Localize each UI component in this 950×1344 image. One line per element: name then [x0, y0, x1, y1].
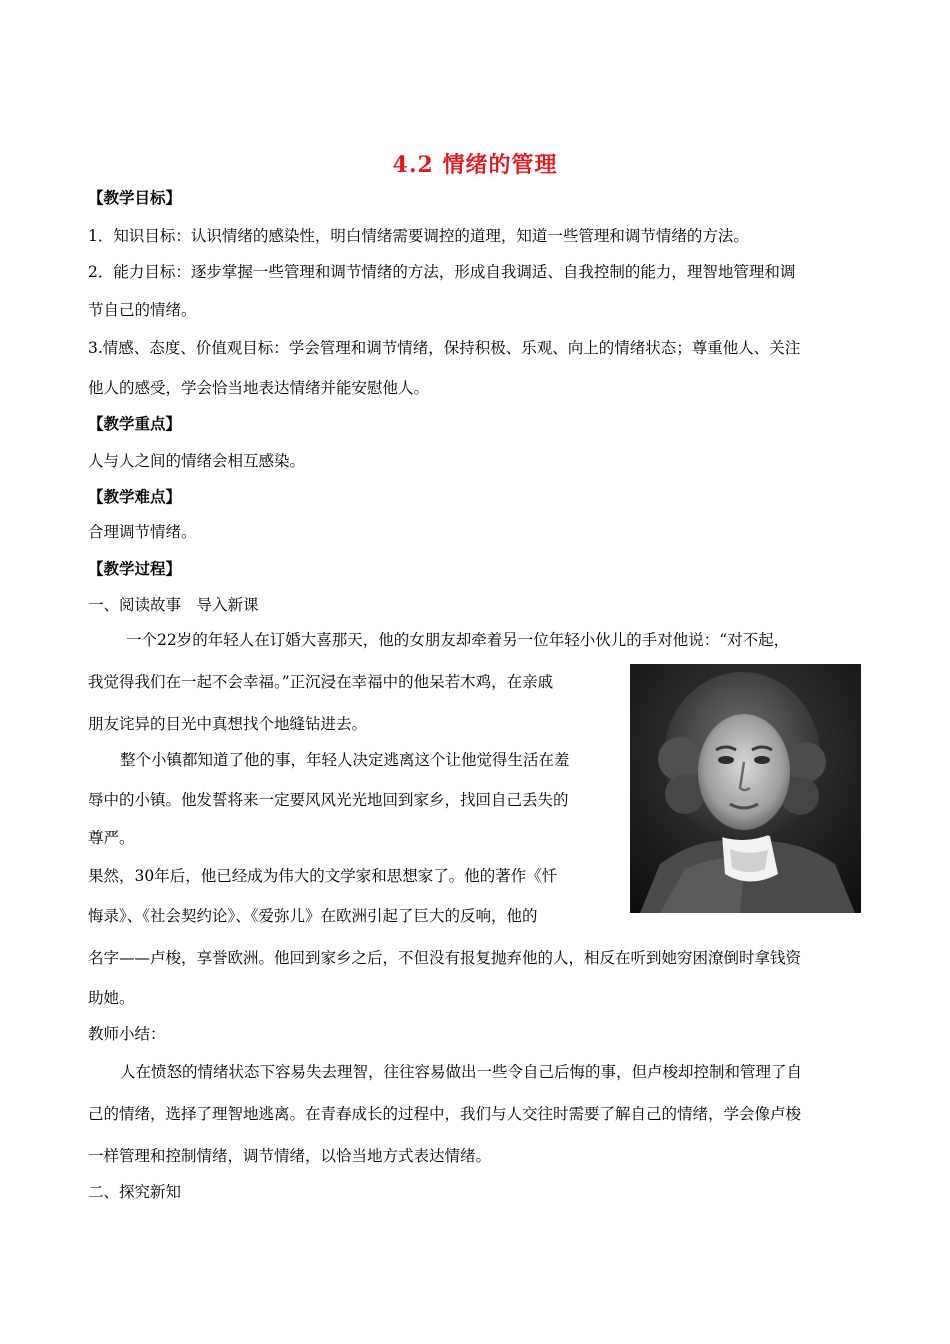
section-1-heading: 一、阅读故事 导入新课 — [88, 596, 259, 614]
summary-line-1: 人在愤怒的情绪状态下容易失去理智，往往容易做出一些令自己后悔的事，但卢梭却控制和管理了自 — [120, 1063, 803, 1081]
difficulty-text: 合理调节情绪。 — [88, 523, 197, 541]
story-paragraph-2-line-1: 整个小镇都知道了他的事，年轻人决定逃离这个让他觉得生活在羞 — [120, 751, 570, 769]
objective-3-line-2: 他人的感受，学会恰当地表达情绪并能安慰他人。 — [88, 379, 430, 397]
rousseau-portrait — [630, 664, 861, 913]
key-point-text: 人与人之间的情绪会相互感染。 — [88, 452, 306, 470]
objectives-header: 【教学目标】 — [88, 188, 182, 207]
story-paragraph-1-line-2: 我觉得我们在一起不会幸福。”正沉浸在幸福中的他呆若木鸡，在亲戚 — [88, 673, 554, 691]
process-header: 【教学过程】 — [88, 559, 182, 578]
story-paragraph-2-line-2: 辱中的小镇。他发誓将来一定要风风光光地回到家乡，找回自己丢失的 — [88, 791, 569, 809]
story-paragraph-1-line-3: 朋友诧异的目光中真想找个地缝钻进去。 — [88, 715, 368, 733]
story-paragraph-3-line-3: 名字——卢梭，享誉欧洲。他回到家乡之后，不但没有报复抛弃他的人，相反在听到她穷困潦倒时拿钱资 — [88, 949, 802, 967]
summary-line-3: 一样管理和控制情绪，调节情绪，以恰当地方式表达情绪。 — [88, 1147, 492, 1165]
section-2-heading: 二、探究新知 — [88, 1183, 182, 1201]
objective-2-line-2: 节自己的情绪。 — [88, 301, 197, 319]
objective-1: 1．知识目标：认识情绪的感染性，明白情绪需要调控的道理，知道一些管理和调节情绪的方法。 — [88, 227, 749, 245]
story-paragraph-2-line-3: 尊严。 — [88, 829, 135, 847]
story-paragraph-1-line-1: 一个22岁的年轻人在订婚大喜那天，他的女朋友却牵着另一位年轻小伙儿的手对他说：“对不起， — [126, 631, 790, 649]
difficulty-header: 【教学难点】 — [88, 487, 182, 506]
summary-line-2: 己的情绪，选择了理智地逃离。在青春成长的过程中，我们与人交往时需要了解自己的情绪，学会像卢梭 — [88, 1105, 802, 1123]
story-paragraph-3-line-4: 助她。 — [88, 989, 135, 1007]
page-title: 4.2 情绪的管理 — [392, 152, 558, 178]
objective-2-line-1: 2．能力目标：逐步掌握一些管理和调节情绪的方法，形成自我调适、自我控制的能力，理智地管理和调 — [88, 263, 796, 281]
teacher-summary-label: 教师小结： — [88, 1025, 166, 1043]
story-paragraph-3-line-2: 悔录》、《社会契约论》、《爱弥儿》在欧洲引起了巨大的反响，他的 — [88, 907, 538, 925]
key-point-header: 【教学重点】 — [88, 414, 182, 433]
objective-3-line-1: 3.情感、态度、价值观目标：学会管理和调节情绪，保持积极、乐观、向上的情绪状态；尊重他人、关注 — [88, 339, 801, 357]
story-paragraph-3-line-1: 果然，30年后，他已经成为伟大的文学家和思想家了。他的著作《忏 — [88, 867, 558, 885]
